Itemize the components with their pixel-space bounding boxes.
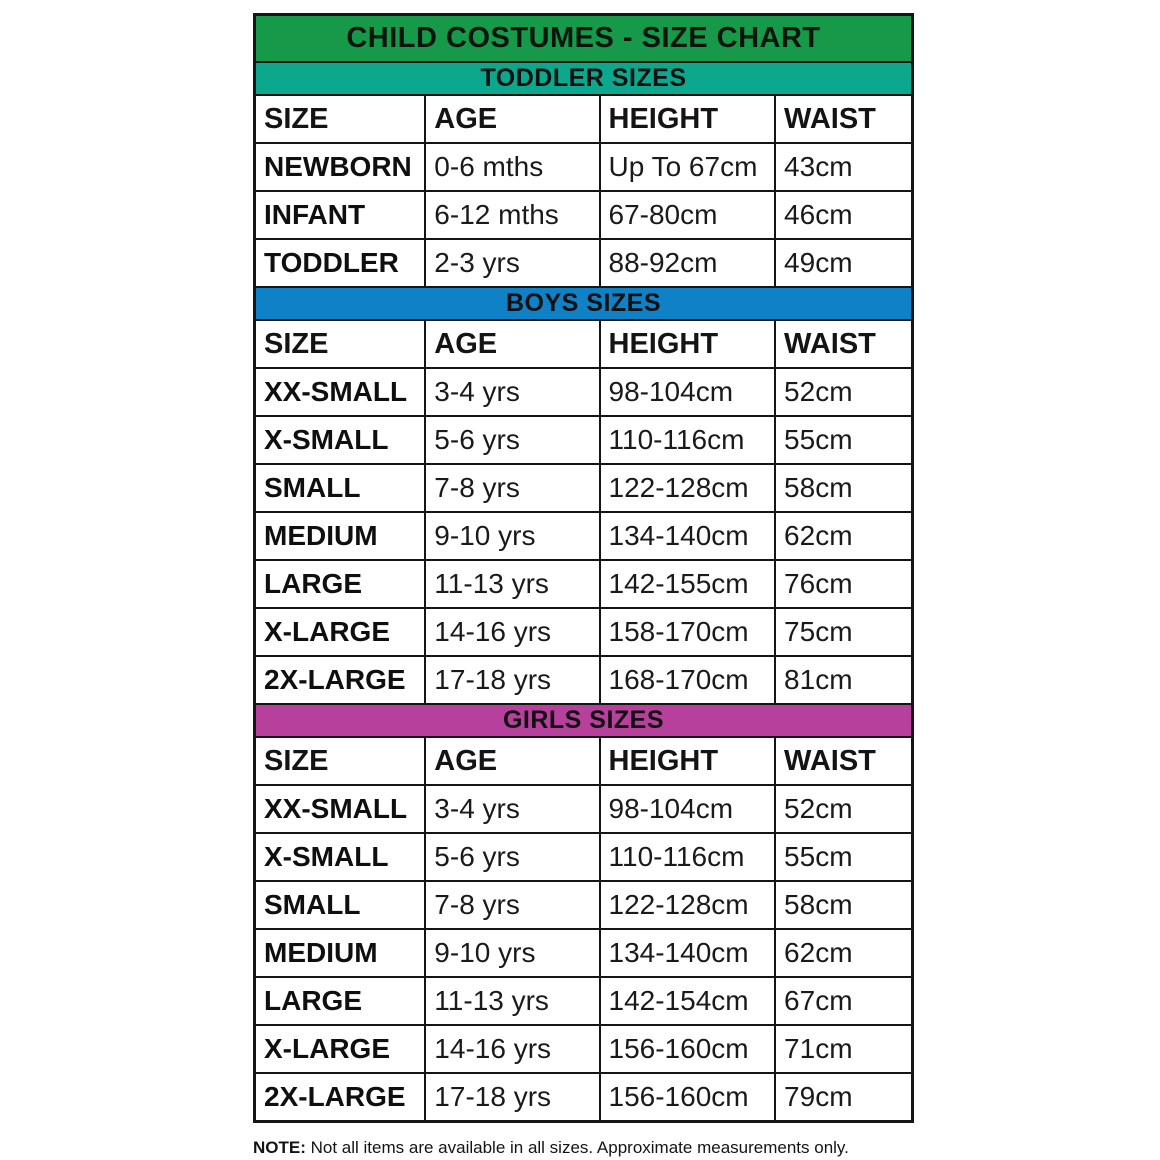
column-header-height: HEIGHT	[601, 321, 777, 367]
section-band-toddler: TODDLER SIZES	[256, 61, 911, 94]
note-label: NOTE:	[253, 1138, 306, 1157]
table-row	[256, 142, 911, 190]
cell-waist: 71cm	[784, 1033, 853, 1064]
column-header-waist: WAIST	[784, 327, 876, 360]
table-row	[256, 511, 911, 559]
column-header-size: SIZE	[256, 321, 426, 367]
note-text	[253, 1138, 849, 1158]
cell-size: LARGE	[256, 561, 426, 607]
cell-age: 3-4 yrs	[426, 369, 600, 415]
cell-waist: 62cm	[784, 937, 853, 968]
cell-waist: 55cm	[784, 841, 853, 872]
column-header-height: HEIGHT	[601, 96, 777, 142]
cell-height: 122-128cm	[601, 882, 777, 928]
column-header-size: SIZE	[256, 738, 426, 784]
section-band-boys: BOYS SIZES	[256, 286, 911, 319]
cell-height: 156-160cm	[601, 1074, 777, 1120]
chart-title: CHILD COSTUMES - SIZE CHART	[256, 16, 911, 61]
column-header-height: HEIGHT	[601, 738, 777, 784]
table-row	[256, 655, 911, 703]
table-row	[256, 367, 911, 415]
cell-height: 134-140cm	[601, 930, 777, 976]
cell-waist: 52cm	[784, 376, 853, 407]
table-row	[256, 559, 911, 607]
cell-size: XX-SMALL	[256, 786, 426, 832]
cell-age: 6-12 mths	[426, 192, 600, 238]
cell-size: TODDLER	[256, 240, 426, 286]
cell-waist: 55cm	[784, 424, 853, 455]
cell-height: 122-128cm	[601, 465, 777, 511]
cell-age: 5-6 yrs	[426, 834, 600, 880]
column-header-age: AGE	[426, 96, 600, 142]
cell-size: 2X-LARGE	[256, 1074, 426, 1120]
cell-age: 2-3 yrs	[426, 240, 600, 286]
column-header-age: AGE	[426, 321, 600, 367]
header-row-toddler	[256, 94, 911, 142]
table-row	[256, 1072, 911, 1120]
table-row	[256, 928, 911, 976]
cell-height: 98-104cm	[601, 369, 777, 415]
cell-height: Up To 67cm	[601, 144, 777, 190]
cell-age: 7-8 yrs	[426, 882, 600, 928]
cell-age: 9-10 yrs	[426, 513, 600, 559]
cell-age: 9-10 yrs	[426, 930, 600, 976]
cell-age: 5-6 yrs	[426, 417, 600, 463]
table-row	[256, 880, 911, 928]
cell-waist: 79cm	[784, 1081, 853, 1112]
cell-waist: 46cm	[784, 199, 853, 230]
cell-height: 168-170cm	[601, 657, 777, 703]
cell-height: 98-104cm	[601, 786, 777, 832]
cell-waist: 75cm	[784, 616, 853, 647]
cell-height: 158-170cm	[601, 609, 777, 655]
column-header-waist: WAIST	[784, 744, 876, 777]
cell-height: 156-160cm	[601, 1026, 777, 1072]
table-row	[256, 784, 911, 832]
cell-waist: 62cm	[784, 520, 853, 551]
cell-age: 17-18 yrs	[426, 657, 600, 703]
table-row	[256, 607, 911, 655]
cell-waist: 49cm	[784, 247, 853, 278]
cell-height: 142-154cm	[601, 978, 777, 1024]
cell-size: X-LARGE	[256, 609, 426, 655]
section-band-girls: GIRLS SIZES	[256, 703, 911, 736]
table-row	[256, 190, 911, 238]
cell-height: 67-80cm	[601, 192, 777, 238]
size-chart-table	[253, 13, 914, 1123]
cell-age: 17-18 yrs	[426, 1074, 600, 1120]
cell-size: X-SMALL	[256, 417, 426, 463]
cell-waist: 81cm	[784, 664, 853, 695]
cell-size: NEWBORN	[256, 144, 426, 190]
cell-age: 11-13 yrs	[426, 978, 600, 1024]
table-row	[256, 1024, 911, 1072]
cell-height: 134-140cm	[601, 513, 777, 559]
cell-size: LARGE	[256, 978, 426, 1024]
cell-size: X-SMALL	[256, 834, 426, 880]
cell-size: SMALL	[256, 465, 426, 511]
table-row	[256, 976, 911, 1024]
cell-height: 88-92cm	[601, 240, 777, 286]
table-body	[256, 61, 911, 1120]
column-header-waist: WAIST	[784, 102, 876, 135]
cell-size: X-LARGE	[256, 1026, 426, 1072]
cell-size: MEDIUM	[256, 930, 426, 976]
table-row	[256, 463, 911, 511]
table-row	[256, 238, 911, 286]
cell-height: 110-116cm	[601, 417, 777, 463]
cell-height: 110-116cm	[601, 834, 777, 880]
cell-age: 14-16 yrs	[426, 609, 600, 655]
cell-size: SMALL	[256, 882, 426, 928]
cell-age: 14-16 yrs	[426, 1026, 600, 1072]
cell-waist: 76cm	[784, 568, 853, 599]
table-row	[256, 415, 911, 463]
cell-size: MEDIUM	[256, 513, 426, 559]
cell-waist: 67cm	[784, 985, 853, 1016]
cell-waist: 58cm	[784, 472, 853, 503]
table-row	[256, 832, 911, 880]
cell-age: 0-6 mths	[426, 144, 600, 190]
cell-waist: 43cm	[784, 151, 853, 182]
cell-waist: 58cm	[784, 889, 853, 920]
cell-age: 7-8 yrs	[426, 465, 600, 511]
note-message: Not all items are available in all sizes. Approximate measurements only.	[310, 1138, 849, 1157]
header-row-boys	[256, 319, 911, 367]
cell-age: 11-13 yrs	[426, 561, 600, 607]
column-header-age: AGE	[426, 738, 600, 784]
cell-size: 2X-LARGE	[256, 657, 426, 703]
cell-size: INFANT	[256, 192, 426, 238]
cell-height: 142-155cm	[601, 561, 777, 607]
header-row-girls	[256, 736, 911, 784]
cell-waist: 52cm	[784, 793, 853, 824]
cell-age: 3-4 yrs	[426, 786, 600, 832]
cell-size: XX-SMALL	[256, 369, 426, 415]
column-header-size: SIZE	[256, 96, 426, 142]
